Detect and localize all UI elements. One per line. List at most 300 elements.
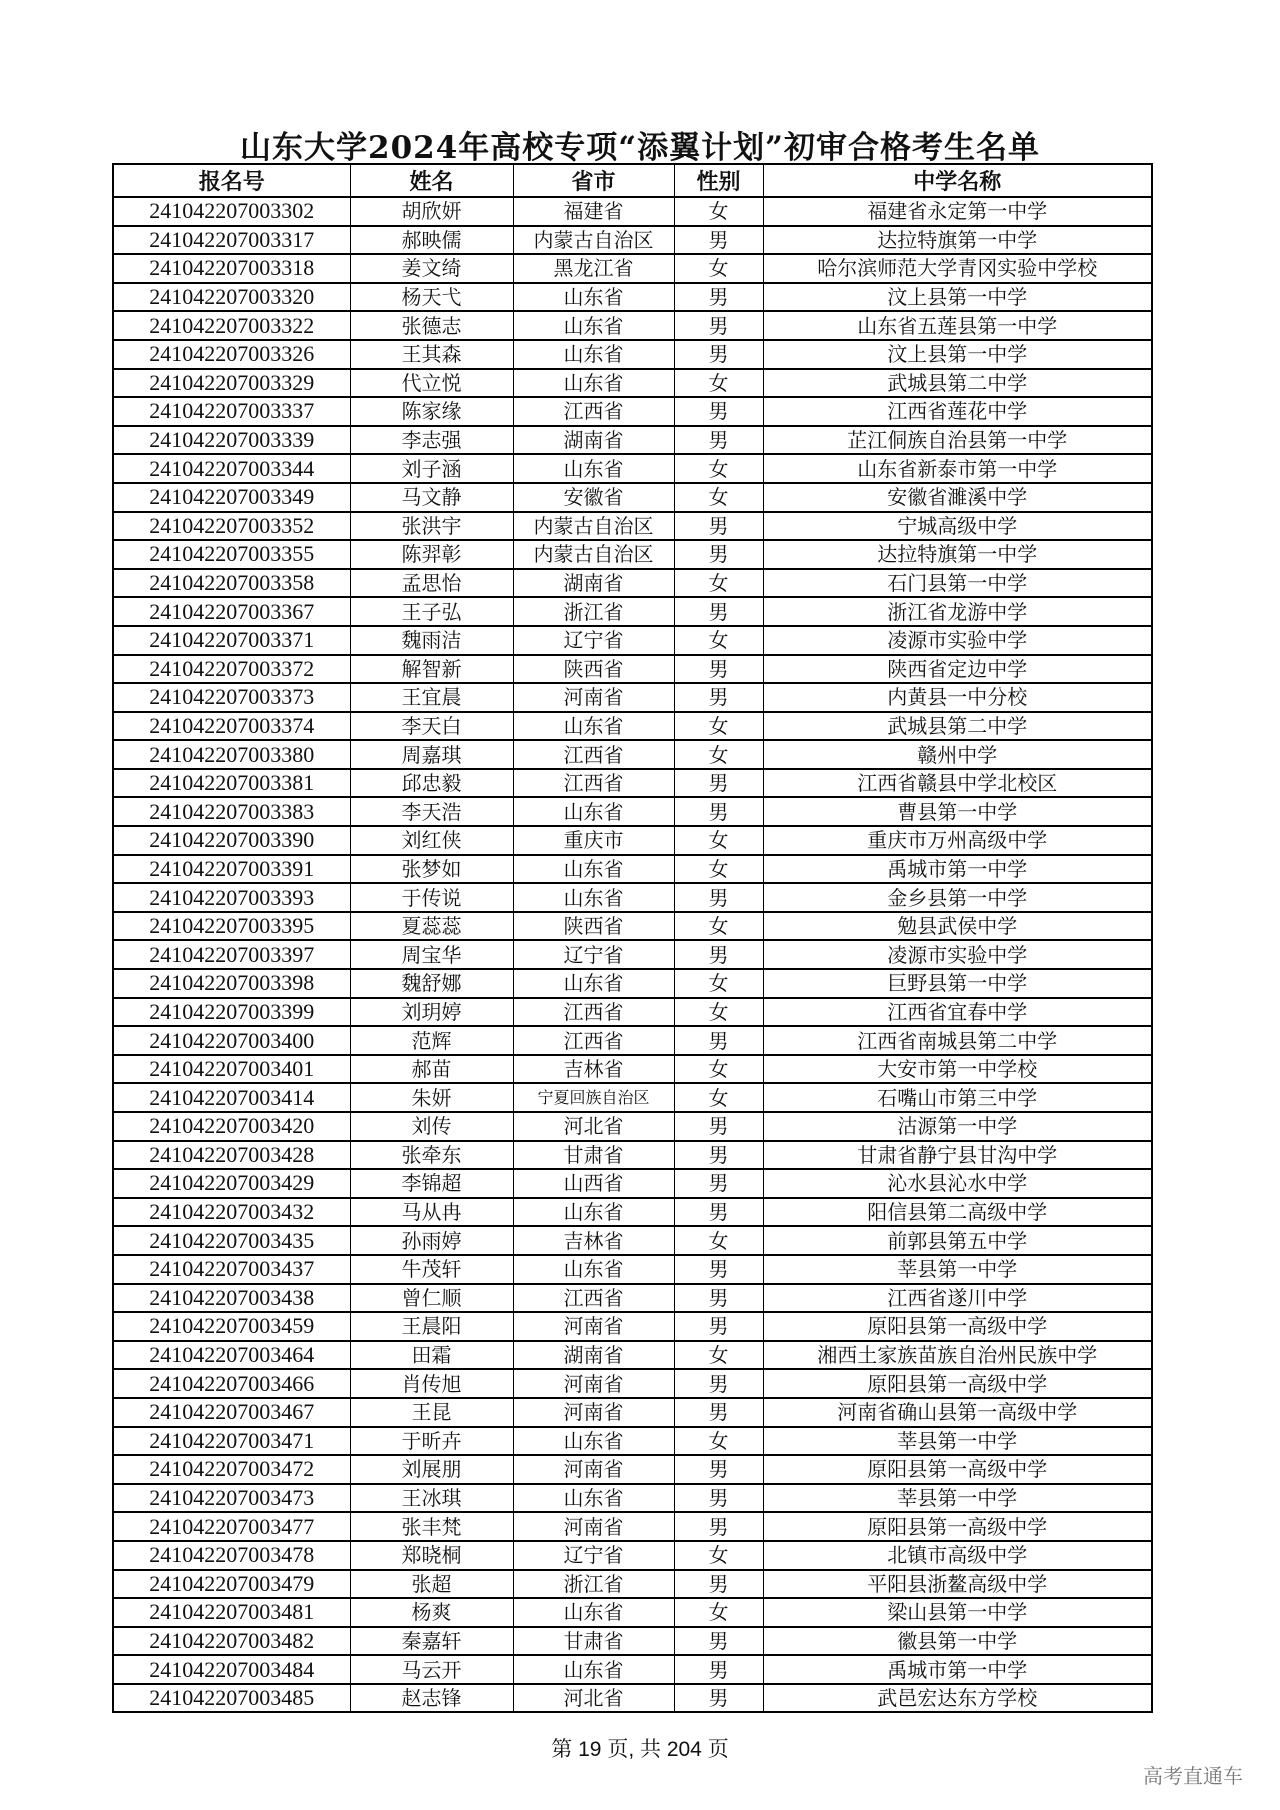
cell-school: 原阳县第一高级中学 [763,1312,1152,1341]
cell-id: 241042207003437 [113,1255,350,1284]
cell-school: 赣州中学 [763,740,1152,769]
cell-gender: 女 [674,1226,763,1255]
cell-id: 241042207003485 [113,1684,350,1713]
cell-province: 山东省 [513,311,674,340]
cell-name: 王冰琪 [350,1484,513,1513]
cell-name: 刘玥婷 [350,998,513,1027]
cell-province: 河北省 [513,1684,674,1713]
cell-gender: 男 [674,769,763,798]
cell-province: 宁夏回族自治区 [513,1083,674,1112]
cell-gender: 女 [674,369,763,398]
cell-id: 241042207003322 [113,311,350,340]
table-row [113,1169,1152,1198]
cell-province: 河南省 [513,1455,674,1484]
cell-province: 河南省 [513,1369,674,1398]
cell-id: 241042207003302 [113,197,350,226]
cell-province: 内蒙古自治区 [513,512,674,541]
cell-gender: 男 [674,1255,763,1284]
cell-gender: 男 [674,540,763,569]
cell-school: 原阳县第一高级中学 [763,1369,1152,1398]
cell-province: 山东省 [513,1198,674,1227]
cell-id: 241042207003372 [113,655,350,684]
cell-gender: 男 [674,1026,763,1055]
cell-id: 241042207003358 [113,569,350,598]
cell-province: 吉林省 [513,1226,674,1255]
cell-school: 金乡县第一中学 [763,883,1152,912]
cell-name: 孟思怡 [350,569,513,598]
table-row [113,626,1152,655]
table-row [113,254,1152,283]
cell-id: 241042207003466 [113,1369,350,1398]
table-row [113,1655,1152,1684]
cell-province: 山东省 [513,797,674,826]
cell-id: 241042207003320 [113,283,350,312]
document-title: 山东大学2024年高校专项“添翼计划”初审合格考生名单 [240,130,1040,166]
table-row [113,797,1152,826]
cell-school: 阳信县第二高级中学 [763,1198,1152,1227]
table-row [113,712,1152,741]
cell-province: 山东省 [513,1655,674,1684]
cell-name: 胡欣妍 [350,197,513,226]
table-row [113,454,1152,483]
cell-name: 魏雨洁 [350,626,513,655]
cell-school: 巨野县第一中学 [763,969,1152,998]
cell-school: 浙江省龙游中学 [763,597,1152,626]
cell-school: 陕西省定边中学 [763,655,1152,684]
cell-gender: 女 [674,969,763,998]
cell-gender: 女 [674,454,763,483]
cell-school: 凌源市实验中学 [763,626,1152,655]
cell-name: 马从冉 [350,1198,513,1227]
cell-gender: 男 [674,1398,763,1427]
cell-gender: 男 [674,1198,763,1227]
cell-name: 于昕卉 [350,1427,513,1456]
cell-school: 沁水县沁水中学 [763,1169,1152,1198]
table-row [113,483,1152,512]
cell-gender: 女 [674,626,763,655]
table-row [113,512,1152,541]
cell-name: 杨爽 [350,1598,513,1627]
column-header-gender: 性别 [674,164,763,197]
cell-province: 湖南省 [513,426,674,455]
cell-gender: 女 [674,197,763,226]
cell-gender: 男 [674,512,763,541]
cell-school: 梁山县第一中学 [763,1598,1152,1627]
cell-gender: 男 [674,397,763,426]
cell-gender: 女 [674,740,763,769]
cell-id: 241042207003428 [113,1141,350,1170]
table-row [113,883,1152,912]
cell-name: 王昆 [350,1398,513,1427]
cell-id: 241042207003438 [113,1284,350,1313]
cell-school: 湘西土家族苗族自治州民族中学 [763,1341,1152,1370]
cell-name: 杨天弋 [350,283,513,312]
cell-province: 内蒙古自治区 [513,226,674,255]
cell-gender: 女 [674,1055,763,1084]
cell-id: 241042207003459 [113,1312,350,1341]
cell-name: 陈羿彰 [350,540,513,569]
cell-province: 山东省 [513,454,674,483]
cell-gender: 男 [674,1369,763,1398]
cell-id: 241042207003477 [113,1512,350,1541]
table-row [113,1312,1152,1341]
table-row [113,569,1152,598]
cell-province: 山东省 [513,1598,674,1627]
cell-name: 张超 [350,1570,513,1599]
cell-province: 江西省 [513,397,674,426]
table-row [113,1570,1152,1599]
cell-id: 241042207003473 [113,1484,350,1513]
cell-province: 山西省 [513,1169,674,1198]
cell-name: 王其森 [350,340,513,369]
cell-gender: 女 [674,1427,763,1456]
cell-school: 沽源第一中学 [763,1112,1152,1141]
cell-school: 莘县第一中学 [763,1427,1152,1456]
cell-school: 哈尔滨师范大学青冈实验中学校 [763,254,1152,283]
cell-name: 张德志 [350,311,513,340]
cell-gender: 男 [674,683,763,712]
cell-province: 山东省 [513,283,674,312]
cell-id: 241042207003318 [113,254,350,283]
cell-province: 江西省 [513,740,674,769]
cell-province: 河南省 [513,1398,674,1427]
table-row [113,655,1152,684]
cell-province: 甘肃省 [513,1627,674,1656]
cell-school: 平阳县浙鳌高级中学 [763,1570,1152,1599]
cell-province: 辽宁省 [513,940,674,969]
cell-province: 河南省 [513,683,674,712]
cell-gender: 女 [674,569,763,598]
table-header-row [113,164,1152,197]
cell-province: 吉林省 [513,1055,674,1084]
cell-school: 徽县第一中学 [763,1627,1152,1656]
cell-gender: 男 [674,1112,763,1141]
cell-id: 241042207003435 [113,1226,350,1255]
cell-id: 241042207003395 [113,912,350,941]
cell-id: 241042207003482 [113,1627,350,1656]
cell-name: 李天白 [350,712,513,741]
table-row [113,283,1152,312]
cell-school: 宁城高级中学 [763,512,1152,541]
cell-province: 重庆市 [513,826,674,855]
table-row [113,1627,1152,1656]
table-row [113,1083,1152,1112]
table-row [113,1055,1152,1084]
cell-school: 禹城市第一中学 [763,855,1152,884]
table-row [113,1198,1152,1227]
cell-gender: 女 [674,1341,763,1370]
cell-school: 福建省永定第一中学 [763,197,1152,226]
table-row [113,1684,1152,1713]
cell-name: 刘子涵 [350,454,513,483]
table-row [113,740,1152,769]
cell-school: 北镇市高级中学 [763,1541,1152,1570]
cell-name: 张丰梵 [350,1512,513,1541]
cell-gender: 女 [674,1083,763,1112]
cell-id: 241042207003317 [113,226,350,255]
table-row [113,1226,1152,1255]
cell-school: 山东省五莲县第一中学 [763,311,1152,340]
table-row [113,597,1152,626]
cell-id: 241042207003352 [113,512,350,541]
cell-gender: 男 [674,340,763,369]
cell-id: 241042207003339 [113,426,350,455]
cell-province: 江西省 [513,1284,674,1313]
cell-province: 辽宁省 [513,626,674,655]
cell-gender: 男 [674,940,763,969]
cell-gender: 女 [674,1598,763,1627]
cell-name: 王晨阳 [350,1312,513,1341]
cell-id: 241042207003393 [113,883,350,912]
cell-gender: 女 [674,826,763,855]
cell-gender: 女 [674,483,763,512]
table-row [113,1541,1152,1570]
cell-province: 安徽省 [513,483,674,512]
cell-province: 山东省 [513,1484,674,1513]
cell-school: 勉县武侯中学 [763,912,1152,941]
cell-name: 秦嘉轩 [350,1627,513,1656]
cell-name: 牛茂轩 [350,1255,513,1284]
table-row [113,683,1152,712]
cell-id: 241042207003479 [113,1570,350,1599]
cell-gender: 男 [674,1512,763,1541]
cell-id: 241042207003471 [113,1427,350,1456]
cell-id: 241042207003349 [113,483,350,512]
cell-id: 241042207003373 [113,683,350,712]
cell-name: 范辉 [350,1026,513,1055]
cell-province: 辽宁省 [513,1541,674,1570]
cell-name: 赵志锋 [350,1684,513,1713]
cell-gender: 女 [674,855,763,884]
cell-school: 甘肃省静宁县甘沟中学 [763,1141,1152,1170]
cell-id: 241042207003399 [113,998,350,1027]
table-row [113,1598,1152,1627]
cell-province: 山东省 [513,1255,674,1284]
cell-gender: 女 [674,912,763,941]
cell-id: 241042207003420 [113,1112,350,1141]
cell-school: 武邑宏达东方学校 [763,1684,1152,1713]
cell-school: 前郭县第五中学 [763,1226,1152,1255]
cell-province: 福建省 [513,197,674,226]
page-number: 第 19 页, 共 204 页 [551,1738,729,1761]
cell-school: 大安市第一中学校 [763,1055,1152,1084]
table-row [113,1398,1152,1427]
cell-gender: 男 [674,311,763,340]
cell-gender: 男 [674,1312,763,1341]
cell-school: 原阳县第一高级中学 [763,1512,1152,1541]
cell-name: 周宝华 [350,940,513,969]
cell-gender: 男 [674,1684,763,1713]
cell-gender: 男 [674,1169,763,1198]
cell-school: 达拉特旗第一中学 [763,540,1152,569]
cell-province: 河南省 [513,1312,674,1341]
cell-name: 李锦超 [350,1169,513,1198]
cell-name: 李天浩 [350,797,513,826]
cell-name: 刘红侠 [350,826,513,855]
cell-school: 原阳县第一高级中学 [763,1455,1152,1484]
column-header-school: 中学名称 [763,164,1152,197]
cell-gender: 女 [674,998,763,1027]
cell-gender: 男 [674,1141,763,1170]
cell-school: 山东省新泰市第一中学 [763,454,1152,483]
cell-school: 达拉特旗第一中学 [763,226,1152,255]
cell-id: 241042207003381 [113,769,350,798]
table-row [113,1255,1152,1284]
table-row [113,1284,1152,1313]
cell-gender: 男 [674,283,763,312]
cell-name: 张牵东 [350,1141,513,1170]
cell-id: 241042207003344 [113,454,350,483]
cell-name: 刘展朋 [350,1455,513,1484]
cell-gender: 男 [674,426,763,455]
cell-school: 汶上县第一中学 [763,340,1152,369]
candidate-table [112,163,1153,1713]
cell-province: 湖南省 [513,1341,674,1370]
table-row [113,197,1152,226]
column-header-id: 报名号 [113,164,350,197]
cell-province: 黑龙江省 [513,254,674,283]
cell-province: 山东省 [513,969,674,998]
cell-school: 江西省南城县第二中学 [763,1026,1152,1055]
cell-name: 王子弘 [350,597,513,626]
watermark: 高考直通车 [1143,1764,1243,1788]
cell-name: 魏舒娜 [350,969,513,998]
cell-name: 代立悦 [350,369,513,398]
cell-province: 江西省 [513,1026,674,1055]
cell-gender: 男 [674,597,763,626]
cell-school: 石门县第一中学 [763,569,1152,598]
table-row [113,369,1152,398]
cell-school: 曹县第一中学 [763,797,1152,826]
cell-gender: 男 [674,1655,763,1684]
cell-gender: 女 [674,1541,763,1570]
table-row [113,969,1152,998]
cell-province: 内蒙古自治区 [513,540,674,569]
cell-name: 马云开 [350,1655,513,1684]
cell-name: 郝苗 [350,1055,513,1084]
cell-province: 山东省 [513,369,674,398]
cell-id: 241042207003383 [113,797,350,826]
cell-school: 江西省莲花中学 [763,397,1152,426]
cell-id: 241042207003481 [113,1598,350,1627]
cell-name: 田霜 [350,1341,513,1370]
cell-name: 朱妍 [350,1083,513,1112]
cell-id: 241042207003390 [113,826,350,855]
cell-school: 武城县第二中学 [763,712,1152,741]
cell-province: 山东省 [513,340,674,369]
cell-id: 241042207003326 [113,340,350,369]
cell-name: 陈家缘 [350,397,513,426]
table-row [113,912,1152,941]
cell-name: 邱忠毅 [350,769,513,798]
cell-id: 241042207003464 [113,1341,350,1370]
cell-id: 241042207003429 [113,1169,350,1198]
cell-province: 河北省 [513,1112,674,1141]
table-row [113,426,1152,455]
cell-gender: 男 [674,1484,763,1513]
cell-id: 241042207003400 [113,1026,350,1055]
cell-gender: 男 [674,883,763,912]
cell-province: 山东省 [513,1427,674,1456]
cell-id: 241042207003467 [113,1398,350,1427]
table-row [113,340,1152,369]
cell-id: 241042207003374 [113,712,350,741]
table-row [113,1484,1152,1513]
column-header-province: 省市 [513,164,674,197]
cell-gender: 女 [674,254,763,283]
table-row [113,1026,1152,1055]
cell-id: 241042207003380 [113,740,350,769]
cell-province: 河南省 [513,1512,674,1541]
table-row [113,226,1152,255]
table-row [113,1369,1152,1398]
table-row [113,1455,1152,1484]
cell-name: 李志强 [350,426,513,455]
cell-gender: 男 [674,1455,763,1484]
cell-name: 于传说 [350,883,513,912]
cell-gender: 男 [674,1284,763,1313]
cell-id: 241042207003484 [113,1655,350,1684]
cell-province: 山东省 [513,712,674,741]
cell-name: 曾仁顺 [350,1284,513,1313]
cell-name: 夏蕊蕊 [350,912,513,941]
cell-school: 安徽省濉溪中学 [763,483,1152,512]
cell-gender: 男 [674,1627,763,1656]
cell-school: 禹城市第一中学 [763,1655,1152,1684]
cell-id: 241042207003401 [113,1055,350,1084]
cell-gender: 男 [674,797,763,826]
cell-name: 解智新 [350,655,513,684]
cell-id: 241042207003432 [113,1198,350,1227]
cell-name: 孙雨婷 [350,1226,513,1255]
table-row [113,540,1152,569]
cell-province: 浙江省 [513,1570,674,1599]
cell-name: 马文静 [350,483,513,512]
cell-school: 江西省赣县中学北校区 [763,769,1152,798]
cell-province: 山东省 [513,883,674,912]
cell-school: 武城县第二中学 [763,369,1152,398]
cell-province: 陕西省 [513,655,674,684]
cell-province: 江西省 [513,998,674,1027]
cell-school: 内黄县一中分校 [763,683,1152,712]
cell-name: 肖传旭 [350,1369,513,1398]
table-row [113,1341,1152,1370]
cell-id: 241042207003397 [113,940,350,969]
cell-name: 周嘉琪 [350,740,513,769]
cell-province: 甘肃省 [513,1141,674,1170]
cell-id: 241042207003329 [113,369,350,398]
cell-province: 湖南省 [513,569,674,598]
cell-school: 河南省确山县第一高级中学 [763,1398,1152,1427]
cell-name: 姜文绮 [350,254,513,283]
table-row [113,1427,1152,1456]
cell-province: 山东省 [513,855,674,884]
table-row [113,1112,1152,1141]
column-header-name: 姓名 [350,164,513,197]
table-row [113,397,1152,426]
table-row [113,1141,1152,1170]
cell-gender: 男 [674,226,763,255]
cell-name: 王宜晨 [350,683,513,712]
cell-id: 241042207003391 [113,855,350,884]
cell-school: 石嘴山市第三中学 [763,1083,1152,1112]
cell-name: 郑晓桐 [350,1541,513,1570]
cell-name: 刘传 [350,1112,513,1141]
cell-id: 241042207003367 [113,597,350,626]
cell-school: 芷江侗族自治县第一中学 [763,426,1152,455]
cell-gender: 男 [674,1570,763,1599]
cell-gender: 女 [674,712,763,741]
